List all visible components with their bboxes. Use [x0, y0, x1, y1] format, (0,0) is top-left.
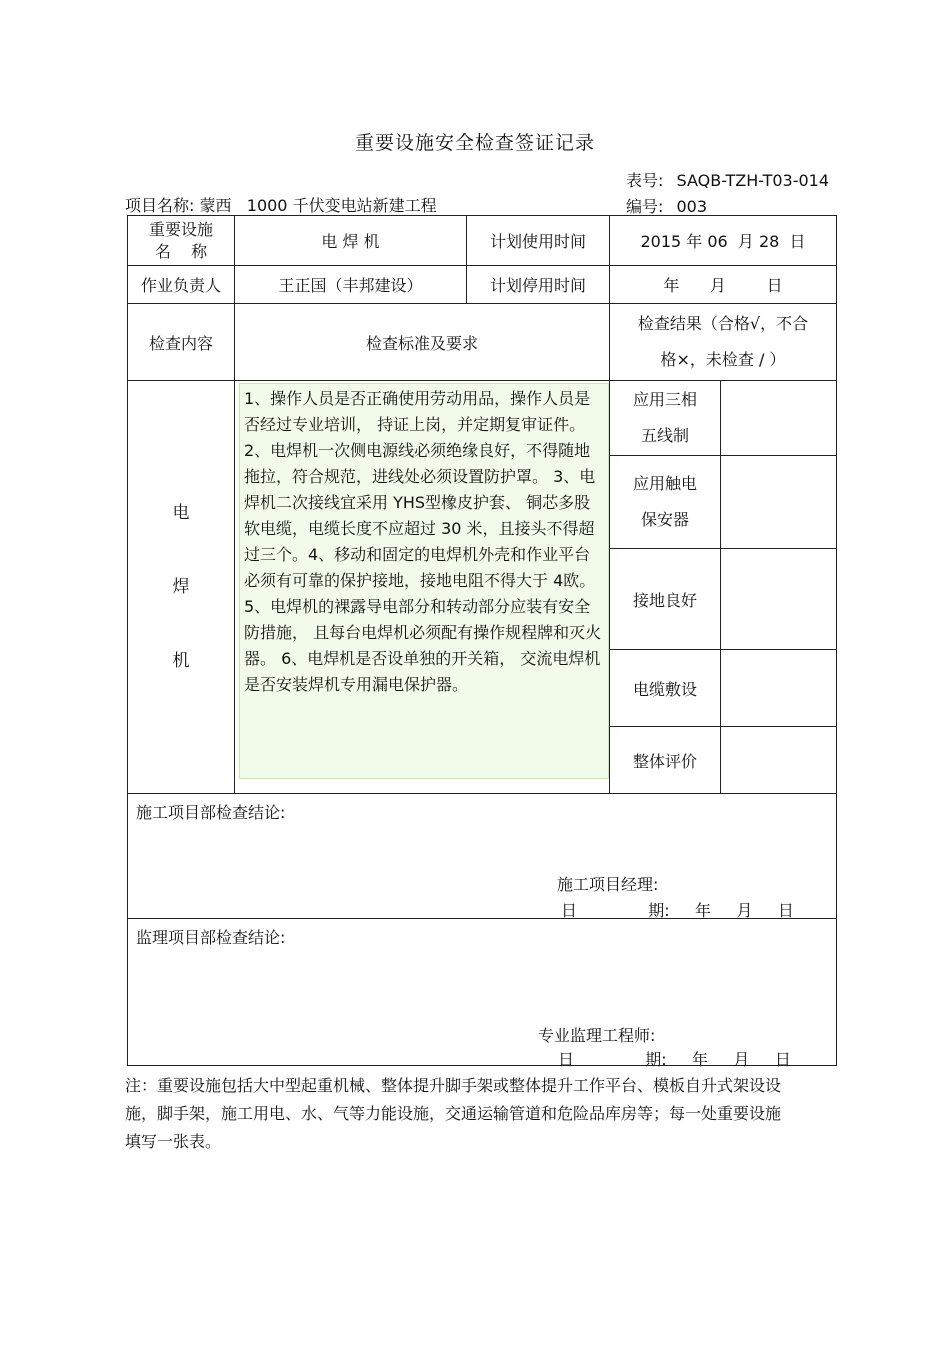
construction-row: [128, 794, 837, 919]
project-name: [125, 193, 437, 216]
plan-stop-value: 年 月 日: [610, 266, 837, 304]
check-item-1-line1: 应用三相: [632, 390, 697, 409]
facility-label-cell: [128, 216, 235, 266]
construction-manager-label: 施工项目经理:: [557, 875, 659, 894]
check-result-5[interactable]: [721, 727, 837, 794]
project-name-value: 蒙西 1000 千伏变电站新建工程: [199, 196, 437, 215]
construction-date: 日 期: 年 月 日: [561, 901, 794, 920]
result-label: [610, 304, 837, 381]
check-item-3: 接地良好: [610, 549, 721, 650]
owner-row: [128, 266, 837, 304]
check-result-4[interactable]: [721, 650, 837, 727]
check-result-2[interactable]: [721, 456, 837, 549]
check-item-2: [610, 456, 721, 549]
supervision-conclusion-cell[interactable]: [128, 919, 837, 1069]
requirements-cell: [235, 381, 610, 794]
project-name-label: 项目名称:: [125, 196, 195, 215]
standard-label: 检查标准及要求: [235, 304, 610, 381]
check-item-4: 电缆敷设: [610, 650, 721, 727]
supervision-date: 日 期: 年 月 日: [558, 1050, 791, 1069]
plan-use-value: 2015 年 06 月 28 日: [610, 216, 837, 266]
construction-conclusion-cell[interactable]: [128, 794, 837, 919]
item-name-cell: [128, 381, 235, 794]
supervision-conclusion-label: 监理项目部检查结论:: [136, 928, 286, 947]
requirements-text: 1、操作人员是否正确使用劳动用品，操作人员是否经过专业培训， 持证上岗，并定期复审证件。 2、电焊机一次侧电源线必须绝缘良好，不得随地拖拉，符合规范，进线处必须设置防护罩。 3、电焊机二次接线宜采用 YHS型橡皮护套、 铜芯多股软电缆，电缆长度不应超过 30 米，且接头不得超过三个。4、移动和固定的电焊机外壳和作业平台必须有可靠的保护接地，接地电阻不得大于 4欧。5、电焊机的裸露导电部分和转动部分应装有安全防措施， 且每台电焊机必须配有操作规程牌和灭火器。 6、电焊机是否设单独的开关箱， 交流电焊机是否安装焊机专用漏电保护器。: [239, 383, 609, 779]
plan-stop-label: 计划停用时间: [467, 266, 610, 304]
check-item-2-line1: 应用触电: [632, 474, 697, 493]
facility-value: 电 焊 机: [235, 216, 467, 266]
page-title: 重要设施安全检查签证记录: [354, 132, 595, 154]
check-result-3[interactable]: [721, 549, 837, 650]
serial-number-label: 编号:: [626, 197, 664, 216]
facility-row: [128, 216, 837, 266]
item-char-1: 电: [172, 503, 190, 523]
inspection-table: [127, 215, 837, 1069]
construction-conclusion-label: 施工项目部检查结论:: [136, 803, 286, 822]
check-item-1: [610, 381, 721, 456]
owner-value: 王正国（丰邦建设）: [235, 266, 467, 304]
form-number: [626, 168, 829, 191]
facility-label-line2: 名 称: [154, 241, 208, 261]
plan-use-label: 计划使用时间: [467, 216, 610, 266]
content-label: 检查内容: [128, 304, 235, 381]
result-label-line1: 检查结果（合格√，不合: [637, 314, 809, 333]
footnote: 注：重要设施包括大中型起重机械、整体提升脚手架或整体提升工作平台、模板自升式架设设施，脚手架，施工用电、水、气等力能设施，交通运输管道和危险品库房等；每一处重要设施填写一张表。: [125, 1076, 782, 1151]
item-char-2: 焊: [172, 577, 190, 597]
check-item-2-line2: 保安器: [640, 510, 689, 529]
serial-number: [626, 194, 707, 217]
check-item-1-line2: 五线制: [640, 426, 689, 445]
check-row-1: [128, 381, 837, 456]
check-item-5: 整体评价: [610, 727, 721, 794]
form-number-value: SAQB-TZH-T03-014: [676, 171, 830, 190]
owner-label: 作业负责人: [128, 266, 235, 304]
check-result-1[interactable]: [721, 381, 837, 456]
result-label-line2: 格×，未检查 / ）: [660, 350, 786, 369]
form-number-label: 表号:: [626, 171, 664, 190]
header-row: [128, 304, 837, 381]
supervision-row: [128, 919, 837, 1066]
serial-number-value: 003: [676, 197, 708, 216]
facility-label-line1: 重要设施: [148, 219, 213, 239]
supervision-engineer-label: 专业监理工程师:: [538, 1026, 656, 1045]
item-char-3: 机: [172, 651, 190, 671]
